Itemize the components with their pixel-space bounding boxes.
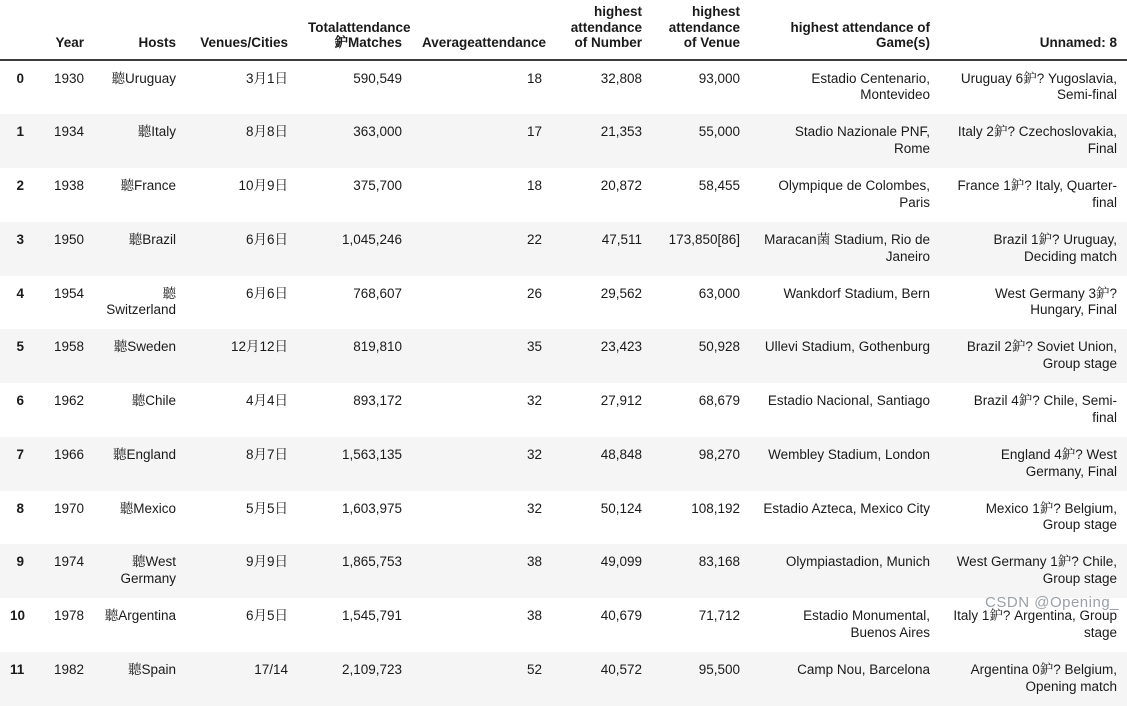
cell-highest-number: 29,562 bbox=[600, 285, 642, 301]
cell-venues: 6月6日 bbox=[245, 285, 288, 301]
cell-index: 11 bbox=[10, 661, 25, 677]
cell-average: 18 bbox=[526, 178, 542, 194]
cell-index: 0 bbox=[16, 70, 24, 86]
cell-highest-number: 40,572 bbox=[600, 661, 642, 677]
cell-unnamed8: England 4鈩? West Germany, Final bbox=[1000, 446, 1117, 479]
cell-total: 590,549 bbox=[353, 70, 402, 86]
cell-hosts: 聽Mexico bbox=[119, 500, 176, 516]
cell-total: 768,607 bbox=[353, 285, 402, 301]
cell-total: 819,810 bbox=[353, 339, 402, 355]
cell-average: 17 bbox=[526, 124, 542, 140]
cell-index: 10 bbox=[10, 608, 26, 624]
cell-highest-number: 23,423 bbox=[600, 339, 642, 355]
cell-average: 18 bbox=[526, 70, 542, 86]
column-header-unnamed-8: Unnamed: 8 bbox=[940, 0, 1127, 60]
cell-average: 22 bbox=[526, 231, 542, 247]
cell-unnamed8: West Germany 3鈩? Hungary, Final bbox=[994, 285, 1117, 318]
cell-year: 1934 bbox=[53, 124, 84, 140]
cell-highest-number: 32,808 bbox=[600, 70, 642, 86]
cell-index: 6 bbox=[16, 393, 24, 409]
cell-venues: 3月1日 bbox=[245, 70, 288, 86]
cell-highest-number: 40,679 bbox=[600, 608, 642, 624]
cell-year: 1974 bbox=[53, 554, 84, 570]
cell-unnamed8: France 1鈩? Italy, Quarter-final bbox=[957, 178, 1117, 210]
cell-highest-venue: 95,500 bbox=[698, 661, 740, 677]
table-row bbox=[0, 437, 1127, 491]
cell-unnamed8: West Germany 1鈩? Chile, Group stage bbox=[956, 554, 1117, 587]
cell-highest-venue: 173,850[86] bbox=[668, 231, 740, 247]
cell-year: 1966 bbox=[53, 446, 84, 462]
cell-total: 893,172 bbox=[353, 393, 402, 409]
cell-hosts: 聽Uruguay bbox=[111, 70, 176, 86]
cell-year: 1950 bbox=[53, 231, 84, 247]
cell-total: 375,700 bbox=[353, 178, 402, 194]
cell-total: 1,603,975 bbox=[341, 500, 402, 516]
cell-total: 363,000 bbox=[353, 124, 402, 140]
cell-unnamed8: Uruguay 6鈩? Yugoslavia, Semi-final bbox=[960, 70, 1117, 103]
cell-highest-number: 20,872 bbox=[600, 178, 642, 194]
cell-highest-venue: 108,192 bbox=[691, 500, 740, 516]
cell-average: 38 bbox=[526, 554, 542, 570]
cell-index: 7 bbox=[16, 446, 24, 462]
cell-highest-games: Stadio Nazionale PNF, Rome bbox=[794, 124, 930, 157]
table-body bbox=[0, 60, 1127, 706]
column-header-index bbox=[0, 0, 34, 60]
cell-total: 1,545,791 bbox=[341, 608, 402, 624]
cell-index: 3 bbox=[16, 231, 24, 247]
cell-unnamed8: Brazil 1鈩? Uruguay, Deciding match bbox=[993, 231, 1117, 264]
cell-year: 1958 bbox=[53, 339, 84, 355]
cell-hosts: 聽England bbox=[112, 446, 176, 462]
cell-highest-number: 27,912 bbox=[600, 393, 642, 409]
cell-venues: 8月7日 bbox=[245, 446, 288, 462]
cell-highest-games: Estadio Azteca, Mexico City bbox=[763, 500, 930, 516]
table-row bbox=[0, 114, 1127, 168]
cell-hosts: 聽West Germany bbox=[120, 554, 176, 587]
cell-year: 1978 bbox=[53, 608, 84, 624]
cell-total: 2,109,723 bbox=[341, 661, 402, 677]
cell-venues: 8月8日 bbox=[245, 124, 288, 140]
table-row bbox=[0, 383, 1127, 437]
cell-venues: 12月12日 bbox=[230, 339, 288, 355]
table-row bbox=[0, 491, 1127, 545]
cell-highest-games: Maracan菌 Stadium, Rio de Janeiro bbox=[764, 231, 930, 264]
cell-highest-games: Olympique de Colombes, Paris bbox=[778, 178, 930, 210]
table-row bbox=[0, 652, 1127, 706]
cell-highest-venue: 68,679 bbox=[698, 393, 740, 409]
cell-highest-venue: 63,000 bbox=[698, 285, 740, 301]
cell-year: 1954 bbox=[53, 285, 84, 301]
watermark-text: CSDN @Opening_ bbox=[985, 594, 1119, 611]
cell-highest-number: 50,124 bbox=[600, 500, 642, 516]
cell-unnamed8: Brazil 2鈩? Soviet Union, Group stage bbox=[966, 339, 1117, 372]
table-row bbox=[0, 168, 1127, 222]
cell-highest-venue: 83,168 bbox=[698, 554, 740, 570]
cell-unnamed8: Brazil 4鈩? Chile, Semi-final bbox=[973, 393, 1117, 425]
cell-total: 1,865,753 bbox=[341, 554, 402, 570]
cell-highest-number: 49,099 bbox=[600, 554, 642, 570]
cell-unnamed8: Italy 1鈩? Argentina, Group stage bbox=[953, 608, 1117, 640]
cell-venues: 9月9日 bbox=[245, 554, 288, 570]
column-header-highest-attendance-venue: highest attendance of Venue bbox=[652, 0, 750, 60]
cell-highest-games: Camp Nou, Barcelona bbox=[797, 661, 930, 677]
cell-year: 1930 bbox=[53, 70, 84, 86]
cell-unnamed8: Mexico 1鈩? Belgium, Group stage bbox=[985, 500, 1117, 533]
table-header-row bbox=[0, 0, 1127, 60]
cell-average: 32 bbox=[526, 500, 542, 516]
cell-highest-venue: 50,928 bbox=[698, 339, 740, 355]
column-header-total-attendance-matches: Totalattendance鈩Matches bbox=[298, 0, 412, 60]
cell-average: 32 bbox=[526, 446, 542, 462]
cell-highest-number: 47,511 bbox=[601, 231, 642, 247]
cell-highest-games: Estadio Monumental, Buenos Aires bbox=[803, 608, 930, 640]
cell-unnamed8: Argentina 0鈩? Belgium, Opening match bbox=[970, 661, 1117, 694]
cell-year: 1962 bbox=[53, 393, 84, 409]
cell-index: 1 bbox=[16, 124, 24, 140]
cell-index: 2 bbox=[16, 178, 24, 194]
cell-total: 1,045,246 bbox=[341, 231, 402, 247]
table-row bbox=[0, 544, 1127, 598]
cell-average: 32 bbox=[526, 393, 542, 409]
cell-hosts: 聽Sweden bbox=[113, 339, 176, 355]
cell-highest-venue: 58,455 bbox=[698, 178, 740, 194]
cell-highest-games: Olympiastadion, Munich bbox=[785, 554, 930, 570]
table-row bbox=[0, 222, 1127, 276]
cell-highest-venue: 93,000 bbox=[698, 70, 740, 86]
cell-index: 8 bbox=[16, 500, 24, 516]
cell-highest-venue: 55,000 bbox=[698, 124, 740, 140]
cell-index: 9 bbox=[16, 554, 24, 570]
table-row bbox=[0, 60, 1127, 115]
column-header-highest-attendance-number: highest attendance of Number bbox=[552, 0, 652, 60]
cell-average: 38 bbox=[526, 608, 542, 624]
cell-year: 1938 bbox=[53, 178, 84, 194]
cell-hosts: 聽Chile bbox=[131, 393, 176, 409]
column-header-year: Year bbox=[34, 0, 94, 60]
cell-hosts: 聽Spain bbox=[127, 661, 176, 677]
cell-index: 5 bbox=[16, 339, 24, 355]
cell-highest-games: Estadio Nacional, Santiago bbox=[767, 393, 930, 409]
cell-highest-games: Estadio Centenario, Montevideo bbox=[811, 70, 930, 103]
cell-highest-games: Wankdorf Stadium, Bern bbox=[783, 285, 930, 301]
cell-venues: 5月5日 bbox=[245, 500, 288, 516]
cell-hosts: 聽France bbox=[120, 178, 176, 194]
column-header-hosts: Hosts bbox=[94, 0, 186, 60]
cell-hosts: 聽Italy bbox=[137, 124, 176, 140]
cell-highest-games: Wembley Stadium, London bbox=[768, 446, 930, 462]
cell-hosts: 聽Argentina bbox=[104, 608, 176, 624]
column-header-average-attendance: Averageattendance bbox=[412, 0, 552, 60]
column-header-venues-cities: Venues/Cities bbox=[186, 0, 298, 60]
cell-highest-number: 21,353 bbox=[600, 124, 642, 140]
cell-venues: 17/14 bbox=[254, 661, 288, 677]
cell-hosts: 聽Switzerland bbox=[106, 285, 176, 318]
cell-highest-number: 48,848 bbox=[600, 446, 642, 462]
cell-total: 1,563,135 bbox=[341, 446, 402, 462]
cell-average: 52 bbox=[526, 661, 542, 677]
column-header-highest-attendance-games: highest attendance of Game(s) bbox=[750, 0, 940, 60]
cell-unnamed8: Italy 2鈩? Czechoslovakia, Final bbox=[957, 124, 1117, 157]
cell-highest-games: Ullevi Stadium, Gothenburg bbox=[764, 339, 930, 355]
cell-highest-venue: 98,270 bbox=[698, 446, 740, 462]
cell-venues: 6月6日 bbox=[245, 231, 288, 247]
cell-venues: 6月5日 bbox=[245, 608, 288, 624]
table-row bbox=[0, 276, 1127, 330]
cell-highest-venue: 71,712 bbox=[698, 608, 740, 624]
table-row bbox=[0, 329, 1127, 383]
cell-year: 1982 bbox=[53, 661, 84, 677]
cell-average: 35 bbox=[526, 339, 542, 355]
cell-average: 26 bbox=[526, 285, 542, 301]
table-header bbox=[0, 0, 1127, 60]
cell-index: 4 bbox=[16, 285, 24, 301]
cell-venues: 4月4日 bbox=[245, 393, 288, 409]
cell-venues: 10月9日 bbox=[238, 178, 288, 194]
cell-year: 1970 bbox=[53, 500, 84, 516]
cell-hosts: 聽Brazil bbox=[128, 231, 176, 247]
table-row bbox=[0, 598, 1127, 652]
